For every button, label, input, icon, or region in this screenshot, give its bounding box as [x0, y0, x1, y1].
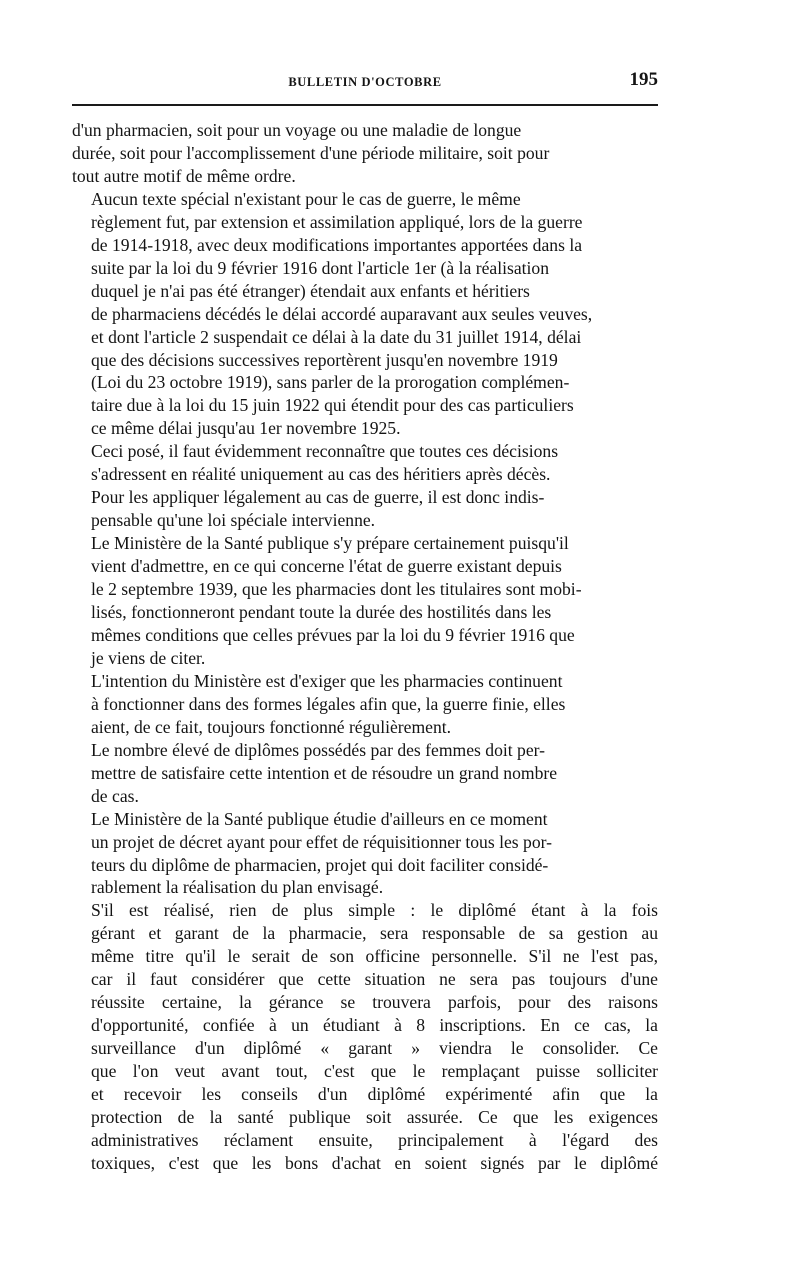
paragraph: [72, 739, 658, 808]
text-line: règlement fut, par extension et assimilation appliqué, lors de la guerre: [91, 211, 583, 232]
text-line: de 1914-1918, avec deux modifications importantes apportées dans la: [91, 234, 583, 255]
text-line: administratives réclament ensuite, principalement à l'égard des: [91, 1129, 658, 1150]
text-line: Pour les appliquer légalement au cas de guerre, il est donc indis-: [91, 487, 545, 508]
text-line: de pharmaciens décédés le délai accordé auparavant aux seules veuves,: [91, 303, 593, 324]
text-line: à fonctionner dans des formes légales afin que, la guerre finie, elles: [91, 693, 566, 714]
text-line: vient d'admettre, en ce qui concerne l'état de guerre existant depuis: [91, 556, 562, 577]
text-line: je viens de citer.: [91, 647, 206, 668]
paragraph: [72, 808, 658, 900]
text-line: que l'on veut avant tout, c'est que le remplaçant puisse solliciter: [91, 1061, 658, 1082]
text-line: Ceci posé, il faut évidemment reconnaître que toutes ces décisions: [91, 441, 559, 462]
paragraph: [72, 670, 658, 739]
text-line: d'opportunité, confiée à un étudiant à 8 inscriptions. En ce cas, la: [91, 1015, 658, 1036]
text-line: le 2 septembre 1939, que les pharmacies dont les titulaires sont mobi-: [91, 579, 582, 600]
text-line: Aucun texte spécial n'existant pour le cas de guerre, le même: [91, 188, 521, 209]
text-line: suite par la loi du 9 février 1916 dont l'article 1er (à la réalisation: [91, 257, 549, 278]
text-line: duquel je n'ai pas été étranger) étendait aux enfants et héritiers: [91, 280, 530, 301]
text-line: pensable qu'une loi spéciale intervienne.: [91, 510, 376, 531]
text-line: protection de la santé publique soit assurée. Ce que les exigences: [91, 1106, 658, 1127]
text-line: lisés, fonctionneront pendant toute la durée des hostilités dans les: [91, 602, 552, 623]
text-line: aient, de ce fait, toujours fonctionné régulièrement.: [91, 716, 452, 737]
body-text: [72, 119, 658, 1175]
text-line: mêmes conditions que celles prévues par la loi du 9 février 1916 que: [91, 624, 575, 645]
text-line: même titre qu'il le serait de son officine personnelle. S'il ne l'est pas,: [91, 946, 658, 967]
paragraph: [72, 532, 658, 670]
text-line: mettre de satisfaire cette intention et de résoudre un grand nombre: [91, 762, 558, 783]
page-header: [72, 68, 658, 94]
text-line: que des décisions successives reportèrent jusqu'en novembre 1919: [91, 349, 558, 370]
text-line: teurs du diplôme de pharmacien, projet qui doit faciliter considé-: [91, 854, 549, 875]
paragraph: [72, 440, 658, 532]
text-line: gérant et garant de la pharmacie, sera responsable de sa gestion au: [91, 923, 658, 944]
text-line: de cas.: [91, 785, 139, 806]
text-line: car il faut considérer que cette situation ne sera pas toujours d'une: [91, 969, 658, 990]
text-line: (Loi du 23 octobre 1919), sans parler de la prorogation complémen-: [91, 372, 570, 393]
text-line: ce même délai jusqu'au 1er novembre 1925.: [91, 418, 401, 439]
text-line: tout autre motif de même ordre.: [72, 165, 296, 186]
paragraph: [72, 899, 658, 1174]
text-line: S'il est réalisé, rien de plus simple : le diplômé étant à la fois: [91, 900, 658, 921]
page-number: 195: [629, 69, 658, 90]
text-line: L'intention du Ministère est d'exiger que les pharmacies continuent: [91, 670, 563, 691]
header-rule: [72, 104, 658, 106]
text-line: un projet de décret ayant pour effet de réquisitionner tous les por-: [91, 831, 553, 852]
text-line: durée, soit pour l'accomplissement d'une période militaire, soit pour: [72, 142, 550, 163]
text-line: Le nombre élevé de diplômes possédés par des femmes doit per-: [91, 739, 546, 760]
text-line: d'un pharmacien, soit pour un voyage ou une maladie de longue: [72, 120, 522, 140]
text-line: et recevoir les conseils d'un diplômé expérimenté afin que la: [91, 1084, 658, 1105]
paragraph: [72, 188, 658, 440]
paragraph: [72, 119, 658, 188]
text-line: rablement la réalisation du plan envisagé.: [91, 877, 384, 898]
text-line: toxiques, c'est que les bons d'achat en soient signés par le diplômé: [91, 1152, 658, 1173]
running-title: BULLETIN D'OCTOBRE: [288, 75, 442, 89]
text-line: Le Ministère de la Santé publique s'y prépare certainement puisqu'il: [91, 533, 569, 554]
text-line: Le Ministère de la Santé publique étudie d'ailleurs en ce moment: [91, 808, 548, 829]
text-line: et dont l'article 2 suspendait ce délai à la date du 31 juillet 1914, délai: [91, 326, 582, 347]
text-line: taire due à la loi du 15 juin 1922 qui étendit pour des cas particuliers: [91, 395, 574, 416]
text-line: réussite certaine, la gérance se trouvera parfois, pour des raisons: [91, 992, 658, 1013]
text-line: s'adressent en réalité uniquement au cas des héritiers après décès.: [91, 464, 551, 485]
text-line: surveillance d'un diplômé « garant » viendra le consolider. Ce: [91, 1038, 658, 1059]
